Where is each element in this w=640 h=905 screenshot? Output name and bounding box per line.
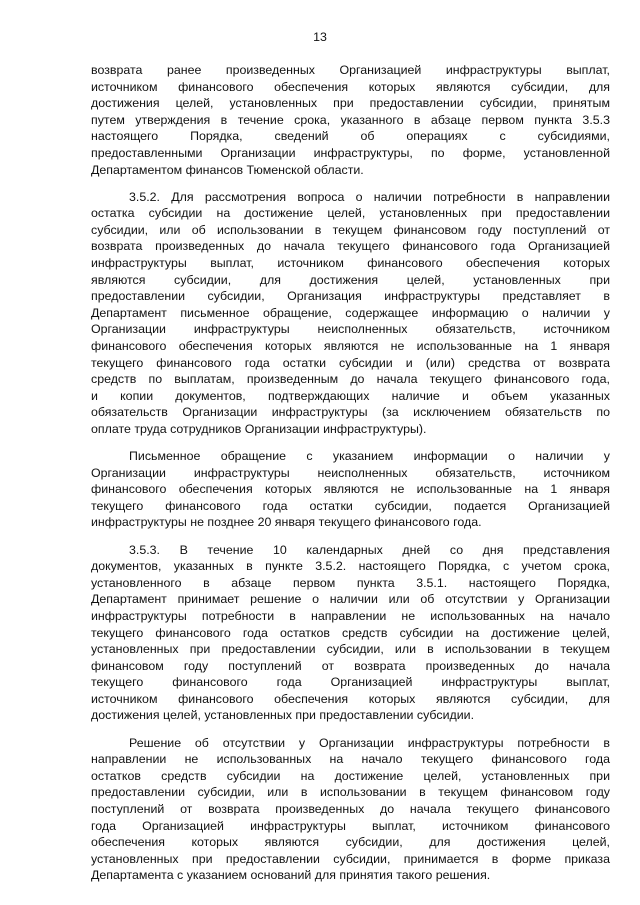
text-line: обязательств Организации инфраструктуры (за исключением обязательств по: [91, 405, 610, 420]
text-line: достижения целей, установленных при предоставлении субсидии.: [91, 708, 475, 723]
text-line: Письменное обращение с указанием информации о наличии у: [129, 449, 610, 464]
text-line: направлении не использованных на начало текущего финансового года: [91, 752, 610, 767]
text-line: оплате труда сотрудников Организации инфраструктуры).: [91, 421, 427, 436]
text-line: поступлений от возврата произведенных до начала текущего финансового: [91, 801, 610, 816]
text-line: и копии документов, подтверждающих наличие и объем указанных: [91, 388, 610, 403]
text-line: предоставленными Организации инфраструктуры, по форме, установленной: [91, 145, 610, 160]
text-line: остатков средств субсидии на достижение целей, установленных при: [91, 768, 610, 783]
body-text: [91, 62, 610, 884]
text-line: предоставлении субсидии, или в использовании в текущем финансовом году: [91, 785, 610, 800]
text-line: текущего финансового года Организацией инфраструктуры выплат,: [91, 675, 610, 690]
text-line: возврата ранее произведенных Организацией инфраструктуры выплат,: [91, 63, 610, 77]
text-line: источником финансового обеспечения которых являются субсидии, для: [91, 691, 610, 706]
text-line: установленных при предоставлении субсидии, или в использовании в текущем: [91, 642, 610, 657]
paragraph-3-5-2: [91, 189, 610, 438]
text-line: остатка субсидии на достижение целей, установленных при предоставлении: [91, 206, 610, 221]
text-line: субсидии, или об использовании в текущем финансовом году поступлений от: [91, 222, 610, 237]
text-line: установленного в абзаце первом пункта 3.5.1. настоящего Порядка,: [91, 575, 610, 590]
text-line: текущего финансового года остатков средств субсидии на достижение целей,: [91, 625, 610, 640]
text-line: обеспечения которых являются субсидии, для достижения целей,: [91, 835, 610, 850]
text-line: установленных при предоставлении субсидии, принимается в форме приказа: [91, 851, 610, 866]
text-line: предоставлении субсидии, Организация инфраструктуры представляет в: [91, 289, 610, 304]
text-line: Организации инфраструктуры неисполненных обязательств, источником: [91, 465, 610, 480]
text-line: возврата произведенных до начала текущего финансового года Организацией: [91, 239, 610, 254]
text-line: финансовом году поступлений от возврата произведенных до начала: [91, 658, 610, 673]
text-line: Департамента с указанием оснований для принятия такого решения.: [91, 868, 491, 883]
paragraph-continuation: [91, 62, 610, 178]
text-line: источником финансового обеспечения которых являются субсидии, для: [91, 79, 610, 94]
text-line: финансового обеспечения которых являются не использованные на 1 января: [91, 482, 610, 497]
text-line: инфраструктуры потребности в направлении не использованных на начало: [91, 608, 610, 623]
text-line: Департамент письменное обращение, содержащее информацию о наличии у: [91, 305, 610, 320]
text-line: Департамент принимает решение о наличии или об отсутствии у Организации: [91, 592, 610, 607]
text-line: средств по выплатам, произведенным до начала текущего финансового года,: [91, 372, 610, 387]
text-line: являются субсидии, для достижения целей, установленных при: [91, 272, 610, 287]
text-line: финансового обеспечения которых являются не использованные на 1 января: [91, 339, 610, 353]
text-line: путем утверждения в течение срока, указанного в абзаце первом пункта 3.5.3: [91, 112, 610, 127]
paragraph-written-request: [91, 448, 610, 531]
paragraph-3-5-3: [91, 542, 610, 725]
text-line: достижения целей, установленных при предоставлении субсидии, принятым: [91, 96, 610, 111]
text-line: текущего финансового года остатки субсидии и (или) средства от возврата: [91, 355, 610, 370]
text-line: документов, указанных в пункте 3.5.2. настоящего Порядка, с учетом срока,: [91, 559, 610, 574]
text-line: 3.5.2. Для рассмотрения вопроса о наличии потребности в направлении: [129, 189, 610, 204]
text-line: 3.5.3. В течение 10 календарных дней со дня представления: [129, 542, 610, 557]
text-line: инфраструктуры не позднее 20 января текущего финансового года.: [91, 515, 482, 530]
text-line: года Организацией инфраструктуры выплат, источником финансового: [91, 818, 610, 833]
text-line: настоящего Порядка, сведений об операциях с субсидиями,: [91, 129, 610, 144]
text-line: Решение об отсутствии у Организации инфраструктуры потребности в: [129, 735, 610, 750]
text-line: инфраструктуры выплат, источником финансового обеспечения которых: [91, 256, 610, 271]
text-line: текущего финансового года остатки субсидии, подается Организацией: [91, 498, 610, 513]
paragraph-decision: [91, 735, 610, 884]
page-number: 13: [313, 30, 327, 44]
text-line: Организации инфраструктуры неисполненных обязательств, источником: [91, 322, 610, 337]
text-line: Департаментом финансов Тюменской области.: [91, 162, 364, 177]
